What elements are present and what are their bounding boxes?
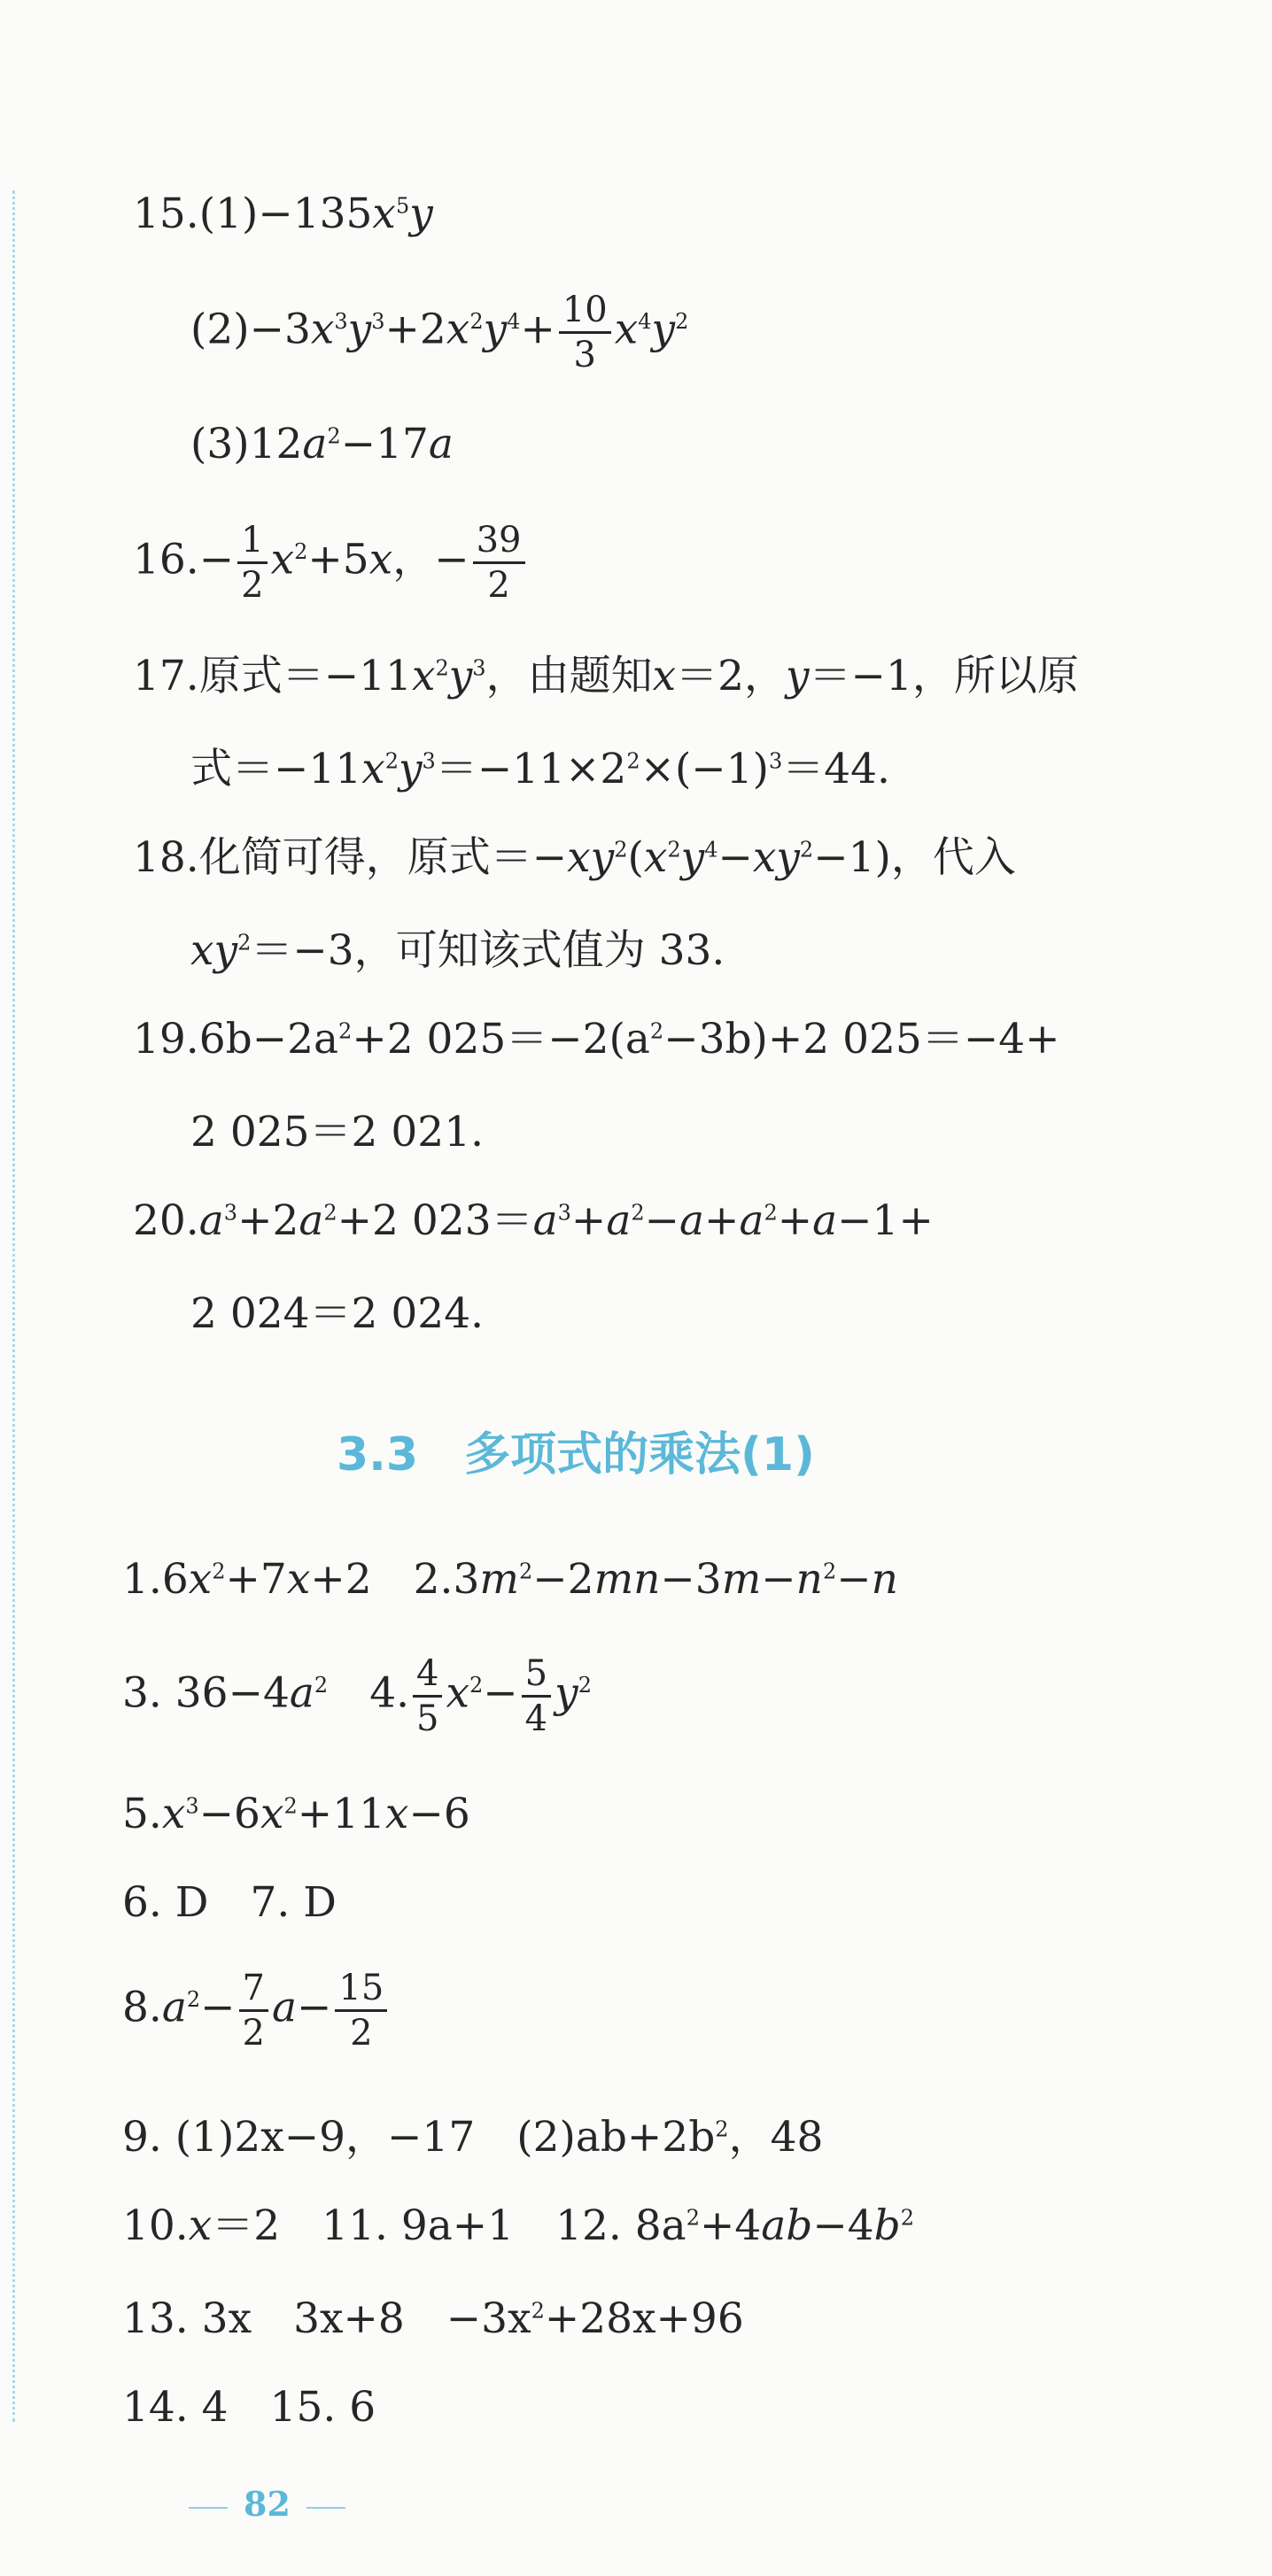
answer-15-3: $(3)12a^2-17a$ [190, 420, 454, 468]
answer-18-line2: $xy^2=-3$，可知该式值为 33. [190, 926, 725, 975]
answer-10-12: 10.x＝2 11. 9a+1 12. $8a^2+4ab-4b^2$ [122, 2201, 915, 2250]
page-number: 82 [173, 2484, 361, 2524]
answer-1-2: $1.6x^2+7x+2$ $2.3m^2-2mn-3m-n^2-n$ [122, 1555, 898, 1604]
answer-17-line1: 17.原式$=-11x^2y^3$，由题知x＝2，y＝−1，所以原 [133, 652, 1079, 700]
answer-14-15: 14. 4 15. 6 [122, 2383, 376, 2432]
answer-19-line1: $19.6b-2a^2+2$ $025=-2(a^2-3b)+2$ 025＝−4+ [133, 1015, 1060, 1064]
answer-3-4: 3. $36-4a^2$ 4. $\frac{4}{5}$ $x^2-$ $\frac{5}{4}$ $y^2$ [122, 1653, 592, 1739]
answer-17-line2: 式$=-11x^2y^3=-11\times 2^2\times(-1)^3=44$. [190, 745, 890, 793]
answer-18-line1: 18.化简可得，原式$=-xy^2(x^2y^4-xy^2-1)$，代入 [133, 833, 1016, 882]
answer-20-line2: 2 024＝2 024. [190, 1289, 485, 1338]
answer-9: 9. (1)2x−9，−17 $(2)ab+2b^2$，48 [122, 2113, 824, 2162]
answer-6-7: 6. D 7. D [122, 1878, 337, 1927]
answer-19-line2: 2 025＝2 021. [190, 1108, 485, 1156]
answer-15-1: $15.(1)-135x^5y$ [133, 190, 433, 238]
answer-20-line1: $20.a^3+2a^2+2$ $023=a^3+a^2-a+a^2+a-1+$ [133, 1196, 934, 1245]
section-title: 3.3 多项式的乘法(1) [337, 1428, 815, 1481]
answer-15-2: $(2)-3x^3y^3+2x^2y^4+$ $\frac{10}{3}$ $x^4y^2$ [190, 290, 689, 375]
answer-13: 13. 3x 3x+8 $-3x^2+28x+96$ [122, 2294, 744, 2343]
margin-decoration [12, 190, 29, 2422]
answer-5: $5.x^3-6x^2+11x-6$ [122, 1790, 470, 1838]
answer-16: 16.− $\frac{1}{2}$ $x^2+5x$，− $\frac{39}{2}$ [133, 522, 529, 603]
answer-8: $8.a^2-$ $\frac{7}{2}$ a− $\frac{15}{2}$ [122, 1970, 391, 2051]
